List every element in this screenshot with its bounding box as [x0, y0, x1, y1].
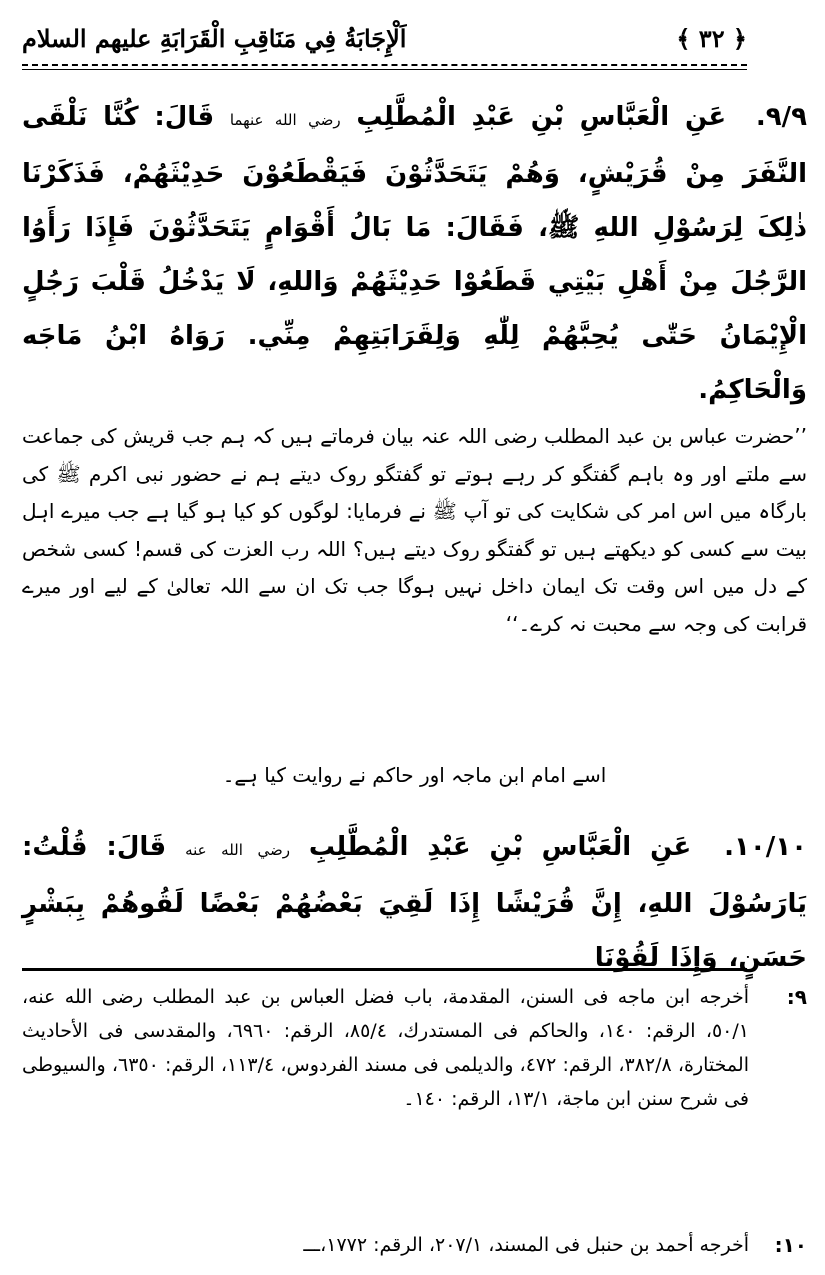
hadith-9-arabic [22, 90, 807, 417]
footnote-9-text: أخرجه ابن ماجه فی السنن، المقدمة، باب فضل العباس بن عبد المطلب رضی الله عنه، ٥٠/١، الرقم: ١٤٠، والحاكم فی المستدرك، ٨٥/٤، الرقم: ٦٩٦٠، والمقدسی فی الأحاديث المختارة، ٣٨٢/٨، الرقم: ٤٧٢، والديلمی فی مسند الفردوس، ١١٣/٤، الرقم: ٦٣٥٠، والسيوطی فی شرح سنن ابن ماجة، ١٣/١، الرقم: ١٤٠۔ [22, 986, 749, 1110]
hadith-10-text: قَالَ: قُلْتُ: يَارَسُوْلَ اللهِ، إِنَّ قُرَيْشًا إِذَا لَقِيَ بَعْضُهُمْ بَعْضًا لَقُوهُمْ بِبَشْرٍ حَسَنٍ، وَإِذَا لَقُوْنَا [22, 832, 807, 973]
footnote-rule [22, 968, 747, 971]
hadith-9-source: اسے امام ابن ماجہ اور حاکم نے روایت کیا ہے۔ [222, 763, 607, 787]
running-title: اَلْإِجَابَةُ فِي مَنَاقِبِ الْقَرَابَةِ عليهم السلام [22, 23, 407, 53]
footnote-9-number: ٩: [786, 985, 807, 1009]
hadith-10-arabic [22, 820, 807, 985]
page-header [22, 18, 747, 58]
page-number: ﴿ ٣٢ ﴾ [676, 23, 747, 53]
hadith-10-narrator: عَنِ الْعَبَّاسِ بْنِ عَبْدِ الْمُطَّلِبِ [308, 832, 692, 862]
honorific-mark: رضي الله عنه [185, 841, 290, 859]
footnote-9 [22, 980, 807, 1116]
hadith-9-number: ٩/٩. [755, 102, 807, 132]
footnote-10-text: أخرجه أحمد بن حنبل فی المسند، ٢٠٧/١، الرقم: ١٧٧٢،ـــ [303, 1234, 749, 1256]
hadith-10-number: ١٠/١٠. [724, 832, 807, 862]
footnote-10 [22, 1228, 807, 1262]
header-dashed-rule [22, 64, 747, 66]
header-rule [22, 69, 747, 70]
footnote-10-number: ١٠: [774, 1233, 807, 1257]
hadith-9-narrator: عَنِ الْعَبَّاسِ بْنِ عَبْدِ الْمُطَّلِبِ [356, 102, 727, 132]
hadith-9-translation: ’’حضرت عباس بن عبد المطلب رضی اللہ عنہ بیان فرماتے ہیں کہ ہم جب قریش کی جماعت سے ملتے اور وہ باہم گفتگو کر رہے ہوتے تو گفتگو روک دیتے ہم نے حضور نبی اکرم ﷺ کی بارگاہ میں اس امر کی شکایت کی تو آپ ﷺ نے فرمایا: لوگوں کو کیا ہو گیا ہے جب میرے اہل بیت سے کسی کو دیکھتے ہیں تو گفتگو روک دیتے ہیں؟ اللہ رب العزت کی قسم! کسی شخص کے دل میں اس وقت تک ایمان داخل نہیں ہوگا جب تک ان سے اللہ تعالیٰ کے لیے اور میرے قرابت کی وجہ سے محبت نہ کرے۔‘‘ [22, 424, 807, 636]
hadith-9-text: قَالَ: كُنَّا نَلْقَى النَّفَرَ مِنْ قُرَيْشٍ، وَهُمْ يَتَحَدَّثُوْنَ فَيَقْطَعُوْنَ حَدِيْثَهُمْ، فَذَكَرْنَا ذٰلِکَ لِرَسُوْلِ اللهِ ﷺ، فَقَالَ: مَا بَالُ أَقْوَامٍ يَتَحَدَّثُوْنَ فَإِذَا رَأَوُا الرَّجُلَ مِنْ أَهْلِ بَيْتِي قَطَعُوْا حَدِيْثَهُمْ وَاللهِ، لَا يَدْخُلُ قَلْبَ رَجُلٍ الْإِيْمَانُ حَتّٰى يُحِبَّهُمْ لِلّٰهِ وَلِقَرَابَتِهِمْ مِنِّي. رَوَاهُ ابْنُ مَاجَه وَالْحَاكِمُ. [22, 102, 807, 405]
honorific-mark: رضي الله عنهما [229, 111, 341, 129]
